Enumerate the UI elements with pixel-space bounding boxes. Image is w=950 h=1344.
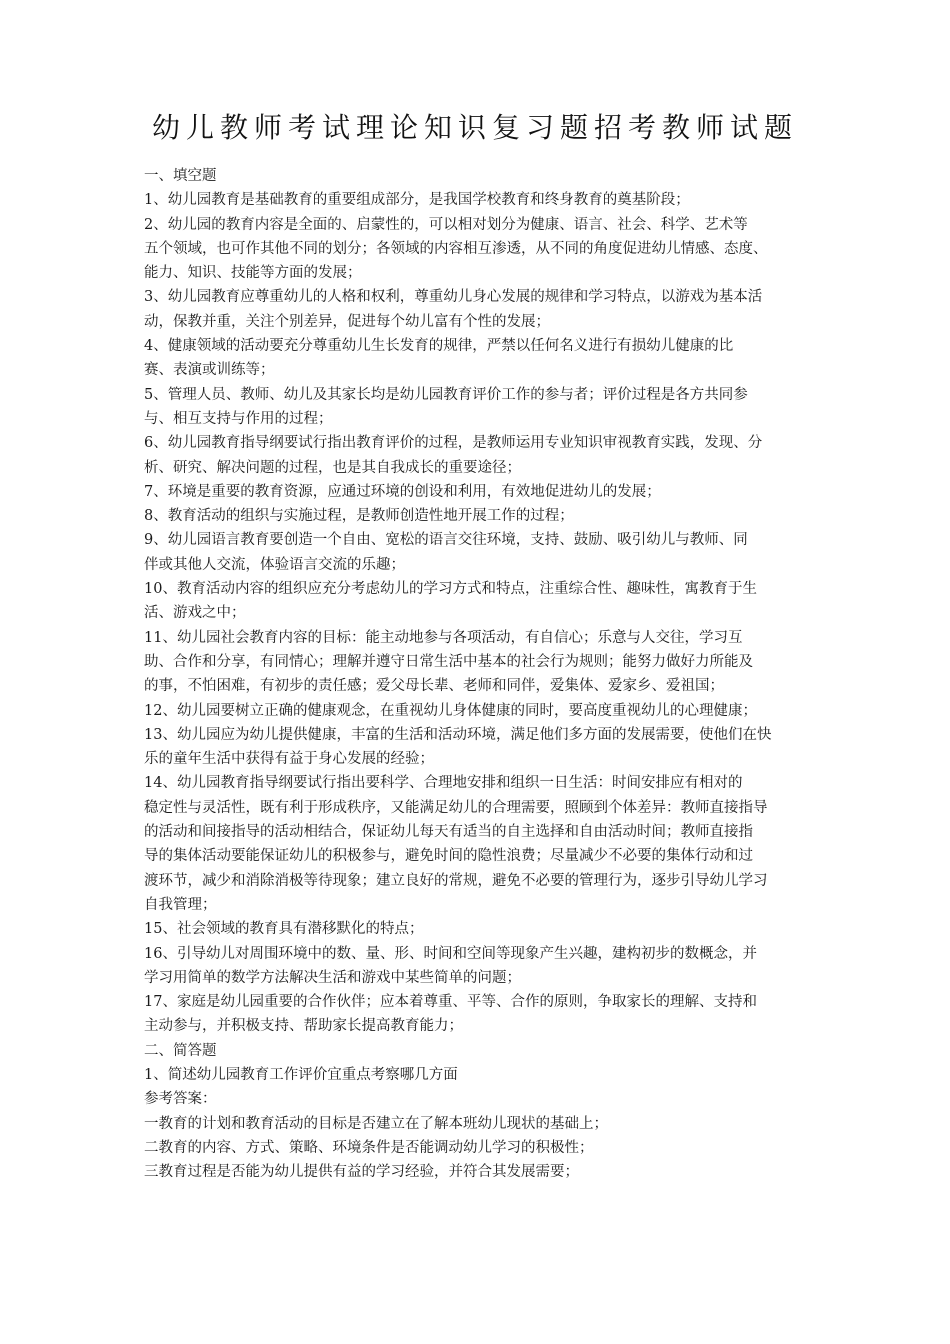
document-line: 10、教育活动内容的组织应充分考虑幼儿的学习方式和特点，注重综合性、趣味性，寓教育于生 (144, 581, 757, 598)
document-line: 赛、表演或训练等； (144, 362, 275, 379)
document-line: 参考答案： (144, 1091, 217, 1108)
document-line: 伴或其他人交流，体验语言交流的乐趣； (144, 556, 405, 573)
document-line: 16、引导幼儿对周围环境中的数、量、形、时间和空间等现象产生兴趣，建构初步的数概念，并 (144, 945, 757, 962)
document-line: 14、幼儿园教育指导纲要试行指出要科学、合理地安排和组织一日生活：时间安排应有相对的 (144, 775, 743, 792)
document-line: 12、幼儿园要树立正确的健康观念，在重视幼儿身体健康的同时，要高度重视幼儿的心理健康； (144, 702, 757, 719)
document-line: 二、简答题 (144, 1042, 217, 1059)
document-line: 1、幼儿园教育是基础教育的重要组成部分，是我国学校教育和终身教育的奠基阶段； (144, 192, 690, 209)
document-line: 渡环节，减少和消除消极等待现象；建立良好的常规，避免不必要的管理行为，逐步引导幼儿学习 (144, 872, 768, 889)
document-line: 的事，不怕困难，有初步的责任感；爱父母长辈、老师和同伴，爱集体、爱家乡、爱祖国； (144, 678, 724, 695)
document-line: 导的集体活动要能保证幼儿的积极参与，避免时间的隐性浪费；尽量减少不必要的集体行动和过 (144, 848, 753, 865)
document-line: 助、合作和分享，有同情心；理解并遵守日常生活中基本的社会行为规则；能努力做好力所能及 (144, 653, 753, 670)
document-line: 乐的童年生活中获得有益于身心发展的经验； (144, 751, 434, 768)
document-line: 稳定性与灵活性，既有利于形成秩序，又能满足幼儿的合理需要，照顾到个体差异：教师直接指导 (144, 799, 768, 816)
document-line: 一教育的计划和教育活动的目标是否建立在了解本班幼儿现状的基础上； (144, 1115, 608, 1132)
document-line: 能力、知识、技能等方面的发展； (144, 265, 362, 282)
document-line: 自我管理； (144, 896, 217, 913)
document-line: 15、社会领域的教育具有潜移默化的特点； (144, 921, 424, 938)
document-line: 7、环境是重要的教育资源，应通过环境的创设和利用，有效地促进幼儿的发展； (144, 483, 661, 500)
document-line: 11、幼儿园社会教育内容的目标：能主动地参与各项活动，有自信心；乐意与人交往，学习互 (144, 629, 743, 646)
document-line: 三教育过程是否能为幼儿提供有益的学习经验，并符合其发展需要； (144, 1164, 579, 1181)
document-line: 的活动和间接指导的活动相结合，保证幼儿每天有适当的自主选择和自由活动时间；教师直接指 (144, 824, 753, 841)
document-line: 1、简述幼儿园教育工作评价宜重点考察哪几方面 (144, 1066, 458, 1083)
document-line: 3、幼儿园教育应尊重幼儿的人格和权利，尊重幼儿身心发展的规律和学习特点，以游戏为基本活 (144, 289, 763, 306)
document-line: 13、幼儿园应为幼儿提供健康，丰富的生活和活动环境，满足他们多方面的发展需要，使他们在快 (144, 726, 772, 743)
document-line: 二教育的内容、方式、策略、环境条件是否能调动幼儿学习的积极性； (144, 1139, 594, 1156)
document-line: 五个领域，也可作其他不同的划分；各领域的内容相互渗透，从不同的角度促进幼儿情感、态度、 (144, 240, 768, 257)
document-line: 一、填空题 (144, 168, 217, 184)
document-body (144, 164, 808, 1184)
document-line: 17、家庭是幼儿园重要的合作伙伴；应本着尊重、平等、合作的原则，争取家长的理解、支持和 (144, 994, 757, 1011)
document-line: 主动参与，并积极支持、帮助家长提高教育能力； (144, 1018, 463, 1035)
document-title: 幼儿教师考试理论知识复习题招考教师试题 (151, 111, 798, 144)
document-line: 活、游戏之中； (144, 605, 246, 622)
document-line: 6、幼儿园教育指导纲要试行指出教育评价的过程，是教师运用专业知识审视教育实践，发现、分 (144, 435, 763, 452)
document-line: 析、研究、解决问题的过程，也是其自我成长的重要途径； (144, 459, 521, 476)
document-line: 与、相互支持与作用的过程； (144, 410, 333, 427)
document-line: 5、管理人员、教师、幼儿及其家长均是幼儿园教育评价工作的参与者；评价过程是各方共同参 (144, 386, 748, 403)
document-line: 4、健康领域的活动要充分尊重幼儿生长发育的规律，严禁以任何名义进行有损幼儿健康的比 (144, 338, 734, 355)
document-line: 2、幼儿园的教育内容是全面的、启蒙性的，可以相对划分为健康、语言、社会、科学、艺术等 (144, 216, 748, 233)
document-line: 9、幼儿园语言教育要创造一个自由、宽松的语言交往环境，支持、鼓励、吸引幼儿与教师、同 (144, 532, 748, 549)
document-line: 8、教育活动的组织与实施过程，是教师创造性地开展工作的过程； (144, 508, 574, 525)
document-line: 学习用简单的数学方法解决生活和游戏中某些简单的问题； (144, 969, 521, 986)
document-line: 动，保教并重，关注个别差异，促进每个幼儿富有个性的发展； (144, 313, 550, 330)
